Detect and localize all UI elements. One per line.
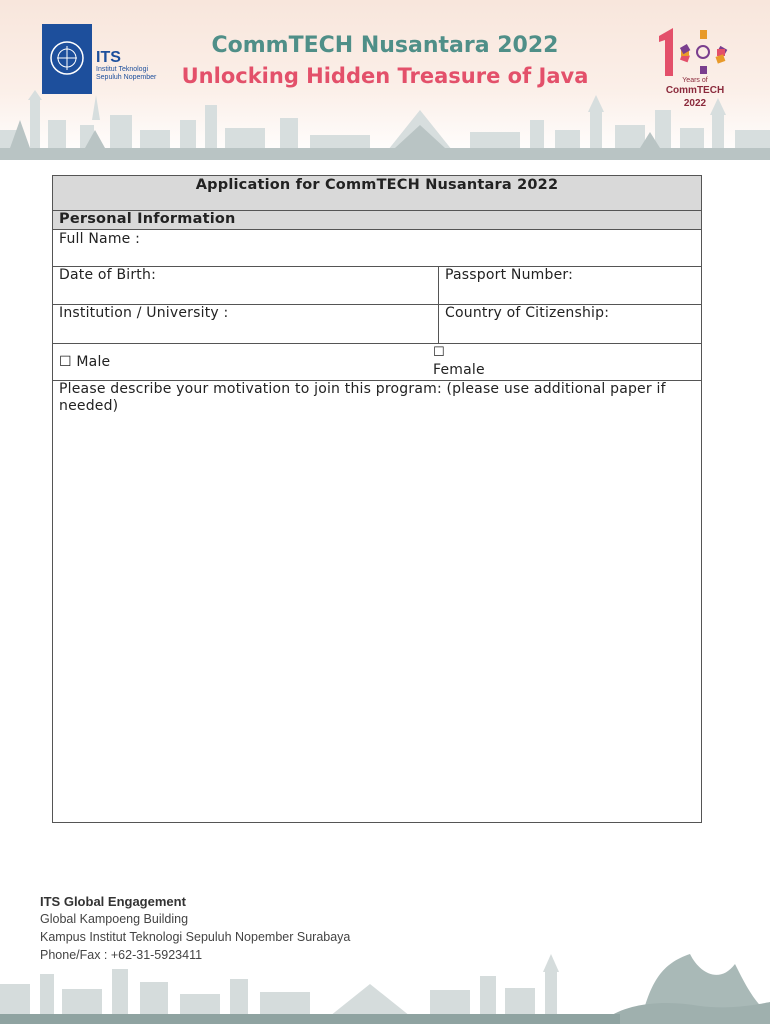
- institution-citizenship-row: [53, 305, 701, 344]
- anniversary-year: 2022: [683, 98, 707, 109]
- anniversary-brand: CommTECH: [665, 85, 725, 96]
- anniversary-logo: [655, 26, 735, 112]
- motivation-label: Please describe your motivation to join this program: (please use additional paper if needed): [59, 381, 666, 414]
- citizenship-label: Country of Citizenship:: [445, 305, 610, 321]
- full-name-field[interactable]: [53, 230, 701, 267]
- gender-row: [53, 344, 701, 381]
- anniversary-years-label: Years of: [682, 77, 708, 84]
- male-checkbox[interactable]: [53, 344, 433, 380]
- page-subtitle: Unlocking Hidden Treasure of Java: [181, 64, 589, 88]
- citizenship-field[interactable]: [439, 305, 701, 343]
- its-abbr: ITS: [96, 49, 121, 66]
- footer-campus: Kampus Institut Teknologi Sepuluh Nopember Surabaya: [40, 930, 351, 944]
- female-checkbox-box: ☐: [433, 345, 445, 360]
- full-name-label: Full Name :: [59, 231, 141, 247]
- dob-passport-row: [53, 267, 701, 305]
- footer: [0, 850, 770, 1024]
- institution-label: Institution / University :: [59, 305, 229, 321]
- passport-number-label: Passport Number:: [445, 267, 574, 283]
- passport-number-field[interactable]: [439, 267, 701, 304]
- page-title: CommTECH Nusantara 2022: [211, 33, 559, 58]
- ten-years-icon: [655, 26, 735, 78]
- male-label: ☐ Male: [59, 354, 111, 370]
- date-of-birth-label: Date of Birth:: [59, 267, 156, 283]
- its-full-name: Institut Teknologi Sepuluh Nopember: [96, 66, 157, 81]
- form-title: Application for CommTECH Nusantara 2022: [195, 177, 559, 193]
- female-label: Female: [433, 362, 485, 378]
- footer-building: Global Kampoeng Building: [40, 912, 189, 926]
- footer-phone: Phone/Fax : +62-31-5923411: [40, 948, 203, 962]
- form-title-row: [53, 176, 701, 211]
- header-banner: [0, 0, 770, 160]
- application-form: [52, 175, 702, 823]
- motivation-field[interactable]: [53, 381, 701, 822]
- female-checkbox[interactable]: [427, 344, 701, 380]
- section-header-row: [53, 211, 701, 230]
- footer-org: ITS Global Engagement: [40, 894, 186, 909]
- section-title: Personal Information: [59, 211, 236, 227]
- institution-field[interactable]: [53, 305, 438, 343]
- date-of-birth-field[interactable]: [53, 267, 438, 304]
